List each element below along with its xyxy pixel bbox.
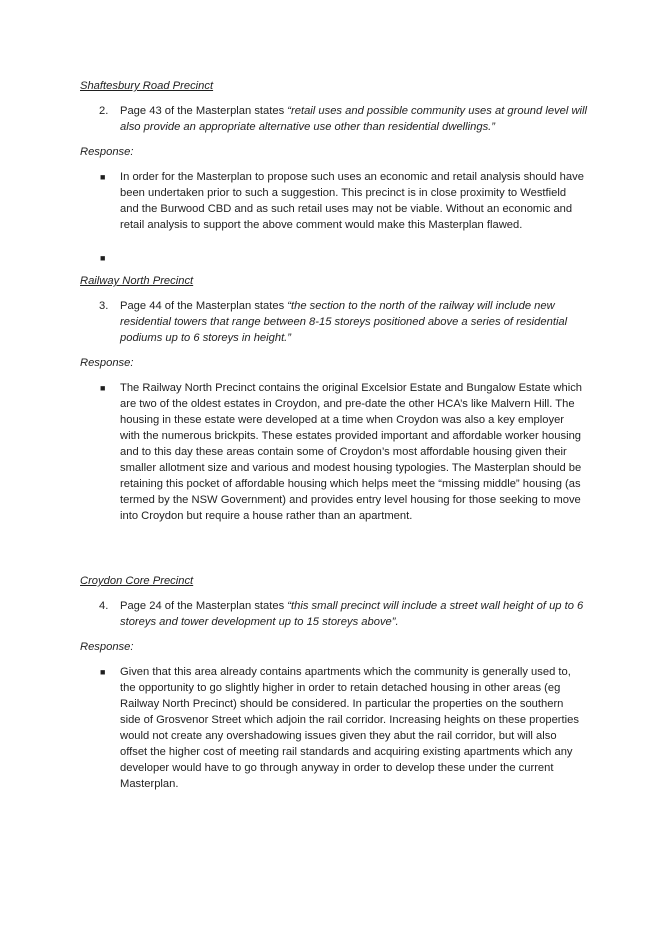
section-heading-shaftesbury: Shaftesbury Road Precinct — [80, 80, 214, 92]
item-text — [120, 103, 590, 135]
response-label: Response: — [80, 641, 134, 653]
item-lead: Page 43 of the Masterplan states — [120, 105, 288, 117]
bullet-marker: ■ — [100, 667, 106, 677]
bullet-text: Given that this area already contains apartments which the community is generally used to, the opportunity to go slightly higher in order to retain detached housing in other areas (eg Railway North Precinct) should be considered. In particular the properties on the southern side of Grosvenor Street which adjoin the rail corridor. Increasing heights on these properties would not create any overshadowing issues given they abut the rail corridor, but will also offset the higher cost of meeting rail standards and acquiring existing apartments which any developer would have to go through anyway in order to develop these under the current Masterplan. — [120, 666, 579, 790]
item-number: 2. — [99, 105, 109, 117]
item-number: 3. — [99, 300, 109, 312]
section-heading-railway-north: Railway North Precinct — [80, 275, 194, 287]
item-quote: “this small precinct will include a street wall height of up to 6 storeys and tower development up to 15 storeys above”. — [120, 600, 584, 628]
bullet-marker: ■ — [100, 172, 106, 182]
item-number: 4. — [99, 600, 109, 612]
bullet-marker: ■ — [100, 383, 106, 393]
response-label: Response: — [80, 146, 134, 158]
bullet-text: In order for the Masterplan to propose such uses an economic and retail analysis should have been undertaken prior to such a suggestion. This precinct is in close proximity to Westfield and the Burwood CBD and as such retail uses may not be viable. Without an economic and retail analysis to support the above comment would make this Masterplan flawed. — [120, 171, 584, 231]
response-label: Response: — [80, 357, 134, 369]
item-quote: “retail uses and possible community uses at ground level will also provide an appropriate alternative use other than residential dwellings.” — [120, 105, 588, 133]
item-quote: “the section to the north of the railway will include new residential towers that range between 8-15 storeys positioned above a series of residential podiums up to 6 storeys in height.” — [120, 300, 568, 344]
item-text — [120, 298, 590, 346]
bullet-text: The Railway North Precinct contains the original Excelsior Estate and Bungalow Estate which are two of the oldest estates in Croydon, and pre-date the other HCA’s like Malvern Hill. The housing in these estate were developed at a time when Croydon was also a key employer with the numerous brickpits. These estates provided important and affordable worker housing and to this day these areas contain some of Croydon’s most affordable housing given their smaller allotment size and various and modest housing typologies. The Masterplan should be retaining this pocket of affordable housing which helps meet the “missing middle” housing (as termed by the NSW Government) and provides entry level housing for those seeking to move into Croydon but require a house rather than an apartment. — [120, 382, 583, 522]
item-text — [120, 598, 590, 630]
bullet-marker: ■ — [100, 253, 106, 263]
item-lead: Page 44 of the Masterplan states — [120, 300, 288, 312]
item-lead: Page 24 of the Masterplan states — [120, 600, 288, 612]
section-heading-croydon-core: Croydon Core Precinct — [80, 575, 194, 587]
